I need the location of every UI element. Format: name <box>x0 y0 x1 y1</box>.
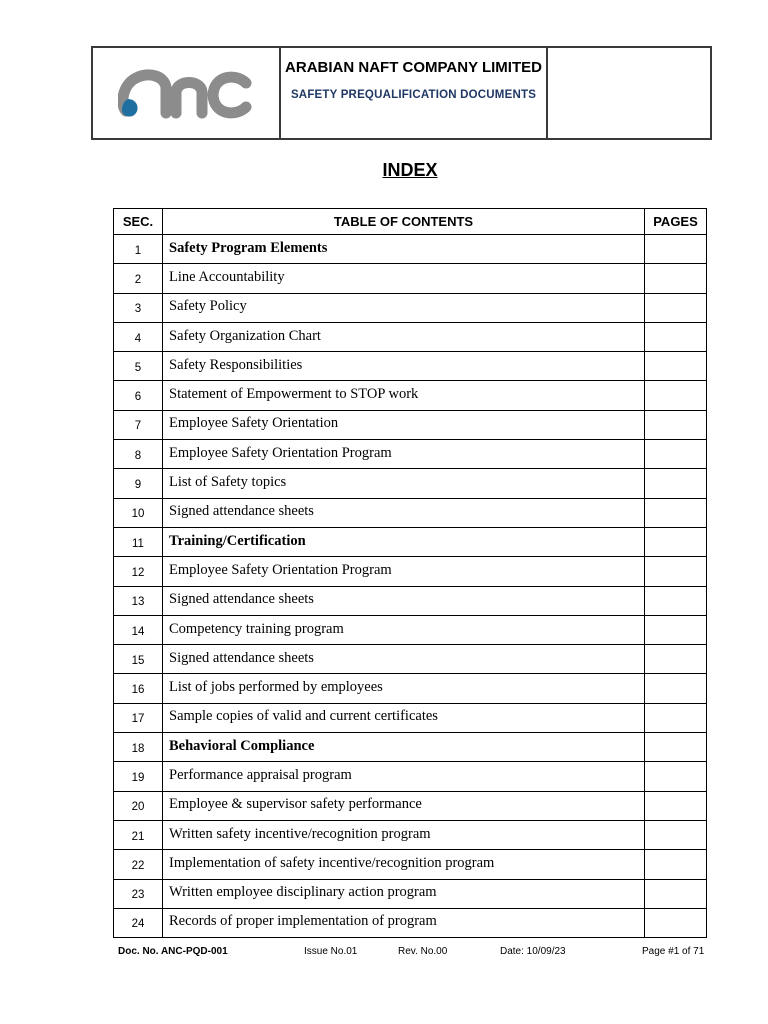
table-row <box>114 235 707 264</box>
section-title: Behavioral Compliance <box>163 733 645 762</box>
section-number: 7 <box>114 410 163 439</box>
section-pages <box>645 850 707 879</box>
section-title: Training/Certification <box>163 527 645 556</box>
section-pages <box>645 469 707 498</box>
table-row <box>114 791 707 820</box>
table-row <box>114 733 707 762</box>
section-pages <box>645 440 707 469</box>
section-number: 8 <box>114 440 163 469</box>
table-row <box>114 908 707 937</box>
section-number: 5 <box>114 352 163 381</box>
table-row <box>114 586 707 615</box>
table-header-row <box>114 209 707 235</box>
table-row <box>114 527 707 556</box>
issue-number: Issue No.01 <box>304 946 358 957</box>
section-title: Employee Safety Orientation <box>163 410 645 439</box>
section-pages <box>645 381 707 410</box>
section-number: 13 <box>114 586 163 615</box>
section-pages <box>645 645 707 674</box>
header-contents: TABLE OF CONTENTS <box>163 209 645 235</box>
index-heading: INDEX <box>382 160 438 180</box>
section-number: 9 <box>114 469 163 498</box>
section-number: 6 <box>114 381 163 410</box>
document-date: Date: 10/09/23 <box>500 946 566 957</box>
section-title: Written safety incentive/recognition program <box>163 820 645 849</box>
section-number: 1 <box>114 235 163 264</box>
section-title: Statement of Empowerment to STOP work <box>163 381 645 410</box>
table-row <box>114 557 707 586</box>
section-pages <box>645 264 707 293</box>
header-blank-cell <box>548 48 710 138</box>
logo-cell <box>93 48 281 138</box>
section-title: Sample copies of valid and current certificates <box>163 703 645 732</box>
section-title: Safety Responsibilities <box>163 352 645 381</box>
section-number: 21 <box>114 820 163 849</box>
table-row <box>114 381 707 410</box>
section-pages <box>645 879 707 908</box>
section-title: List of jobs performed by employees <box>163 674 645 703</box>
section-number: 23 <box>114 879 163 908</box>
table-row <box>114 645 707 674</box>
section-pages <box>645 733 707 762</box>
section-number: 15 <box>114 645 163 674</box>
table-row <box>114 352 707 381</box>
section-number: 22 <box>114 850 163 879</box>
section-pages <box>645 498 707 527</box>
section-number: 16 <box>114 674 163 703</box>
section-title: Safety Policy <box>163 293 645 322</box>
section-number: 17 <box>114 703 163 732</box>
section-pages <box>645 557 707 586</box>
table-row <box>114 879 707 908</box>
section-pages <box>645 908 707 937</box>
section-title: Employee & supervisor safety performance <box>163 791 645 820</box>
section-title: Signed attendance sheets <box>163 645 645 674</box>
company-name: ARABIAN NAFT COMPANY LIMITED <box>285 59 542 76</box>
section-pages <box>645 820 707 849</box>
section-pages <box>645 293 707 322</box>
doc-number: Doc. No. ANC-PQD-001 <box>118 946 228 957</box>
section-number: 11 <box>114 527 163 556</box>
section-number: 24 <box>114 908 163 937</box>
section-title: Line Accountability <box>163 264 645 293</box>
section-title: Performance appraisal program <box>163 762 645 791</box>
table-row <box>114 498 707 527</box>
section-title: Safety Organization Chart <box>163 322 645 351</box>
section-title: Signed attendance sheets <box>163 498 645 527</box>
section-number: 20 <box>114 791 163 820</box>
page-number: Page #1 of 71 <box>642 946 705 957</box>
section-title: Competency training program <box>163 615 645 644</box>
table-row <box>114 322 707 351</box>
section-title: Employee Safety Orientation Program <box>163 440 645 469</box>
section-pages <box>645 235 707 264</box>
section-number: 12 <box>114 557 163 586</box>
section-pages <box>645 762 707 791</box>
table-row <box>114 615 707 644</box>
table-row <box>114 850 707 879</box>
section-pages <box>645 703 707 732</box>
section-title: Signed attendance sheets <box>163 586 645 615</box>
table-row <box>114 264 707 293</box>
company-logo <box>118 65 254 121</box>
table-row <box>114 293 707 322</box>
document-title: SAFETY PREQUALIFICATION DOCUMENTS <box>290 89 537 101</box>
revision-number: Rev. No.00 <box>398 946 448 957</box>
section-title: Records of proper implementation of program <box>163 908 645 937</box>
section-number: 14 <box>114 615 163 644</box>
section-pages <box>645 322 707 351</box>
section-pages <box>645 410 707 439</box>
header-title-cell <box>281 48 548 138</box>
section-number: 4 <box>114 322 163 351</box>
section-number: 10 <box>114 498 163 527</box>
contents-table <box>113 208 707 938</box>
document-header <box>91 46 712 140</box>
section-title: Written employee disciplinary action program <box>163 879 645 908</box>
section-pages <box>645 615 707 644</box>
header-sec: SEC. <box>114 209 163 235</box>
section-number: 2 <box>114 264 163 293</box>
section-pages <box>645 352 707 381</box>
section-title: Safety Program Elements <box>163 235 645 264</box>
section-title: Implementation of safety incentive/recognition program <box>163 850 645 879</box>
section-number: 3 <box>114 293 163 322</box>
section-number: 19 <box>114 762 163 791</box>
table-row <box>114 410 707 439</box>
table-row <box>114 820 707 849</box>
section-pages <box>645 586 707 615</box>
section-pages <box>645 791 707 820</box>
table-row <box>114 762 707 791</box>
table-row <box>114 440 707 469</box>
section-title: Employee Safety Orientation Program <box>163 557 645 586</box>
section-pages <box>645 527 707 556</box>
section-pages <box>645 674 707 703</box>
table-row <box>114 469 707 498</box>
table-row <box>114 674 707 703</box>
table-row <box>114 703 707 732</box>
section-number: 18 <box>114 733 163 762</box>
header-pages: PAGES <box>645 209 707 235</box>
section-title: List of Safety topics <box>163 469 645 498</box>
